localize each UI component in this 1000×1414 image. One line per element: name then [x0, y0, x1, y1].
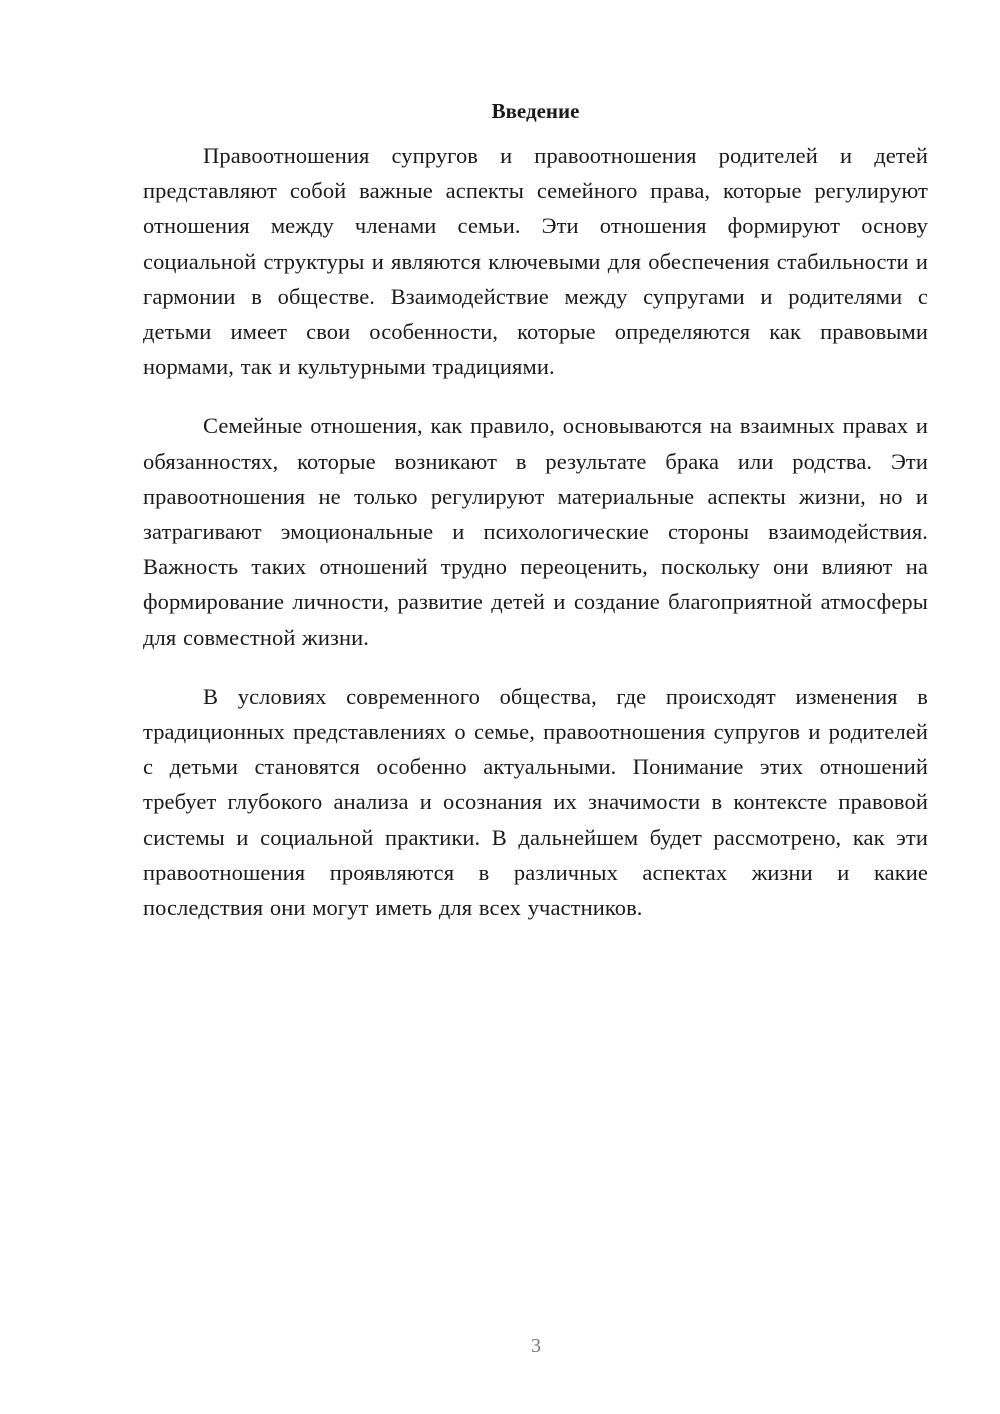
page-number: 3 — [531, 1335, 541, 1357]
paragraph-3: В условиях современного общества, где происходят изменения в традиционных представлениях о семье, правоотношения супругов и родителей с детьми становятся особенно актуальными. Понимание этих отношений требует глубокого анализа и осознания их значимости в контексте правовой системы и социальной практики. В дальнейшем будет рассмотрено, как эти правоотношения проявляются в различных аспектах жизни и какие последствия они могут иметь для всех участников. — [143, 683, 928, 921]
page-title: Введение — [491, 99, 580, 123]
paragraph-2: Семейные отношения, как правило, основываются на взаимных правах и обязанностях, которые возникают в результате брака или родства. Эти правоотношения не только регулируют материальные аспекты жизни, но и затрагивают эмоциональные и психологические стороны взаимодействия. Важность таких отношений трудно переоценить, поскольку они влияют на формирование личности, развитие детей и создание благоприятной атмосферы для совместной жизни. — [143, 413, 928, 650]
page-content — [143, 96, 928, 925]
paragraph-1: Правоотношения супругов и правоотношения родителей и детей представляют собой важные аспекты семейного права, которые регулируют отношения между членами семьи. Эти отношения формируют основу социальной структуры и являются ключевыми для обеспечения стабильности и гармонии в обществе. Взаимодействие между супругами и родителями с детьми имеет свои особенности, которые определяются как правовыми нормами, так и культурными традициями. — [143, 143, 928, 380]
